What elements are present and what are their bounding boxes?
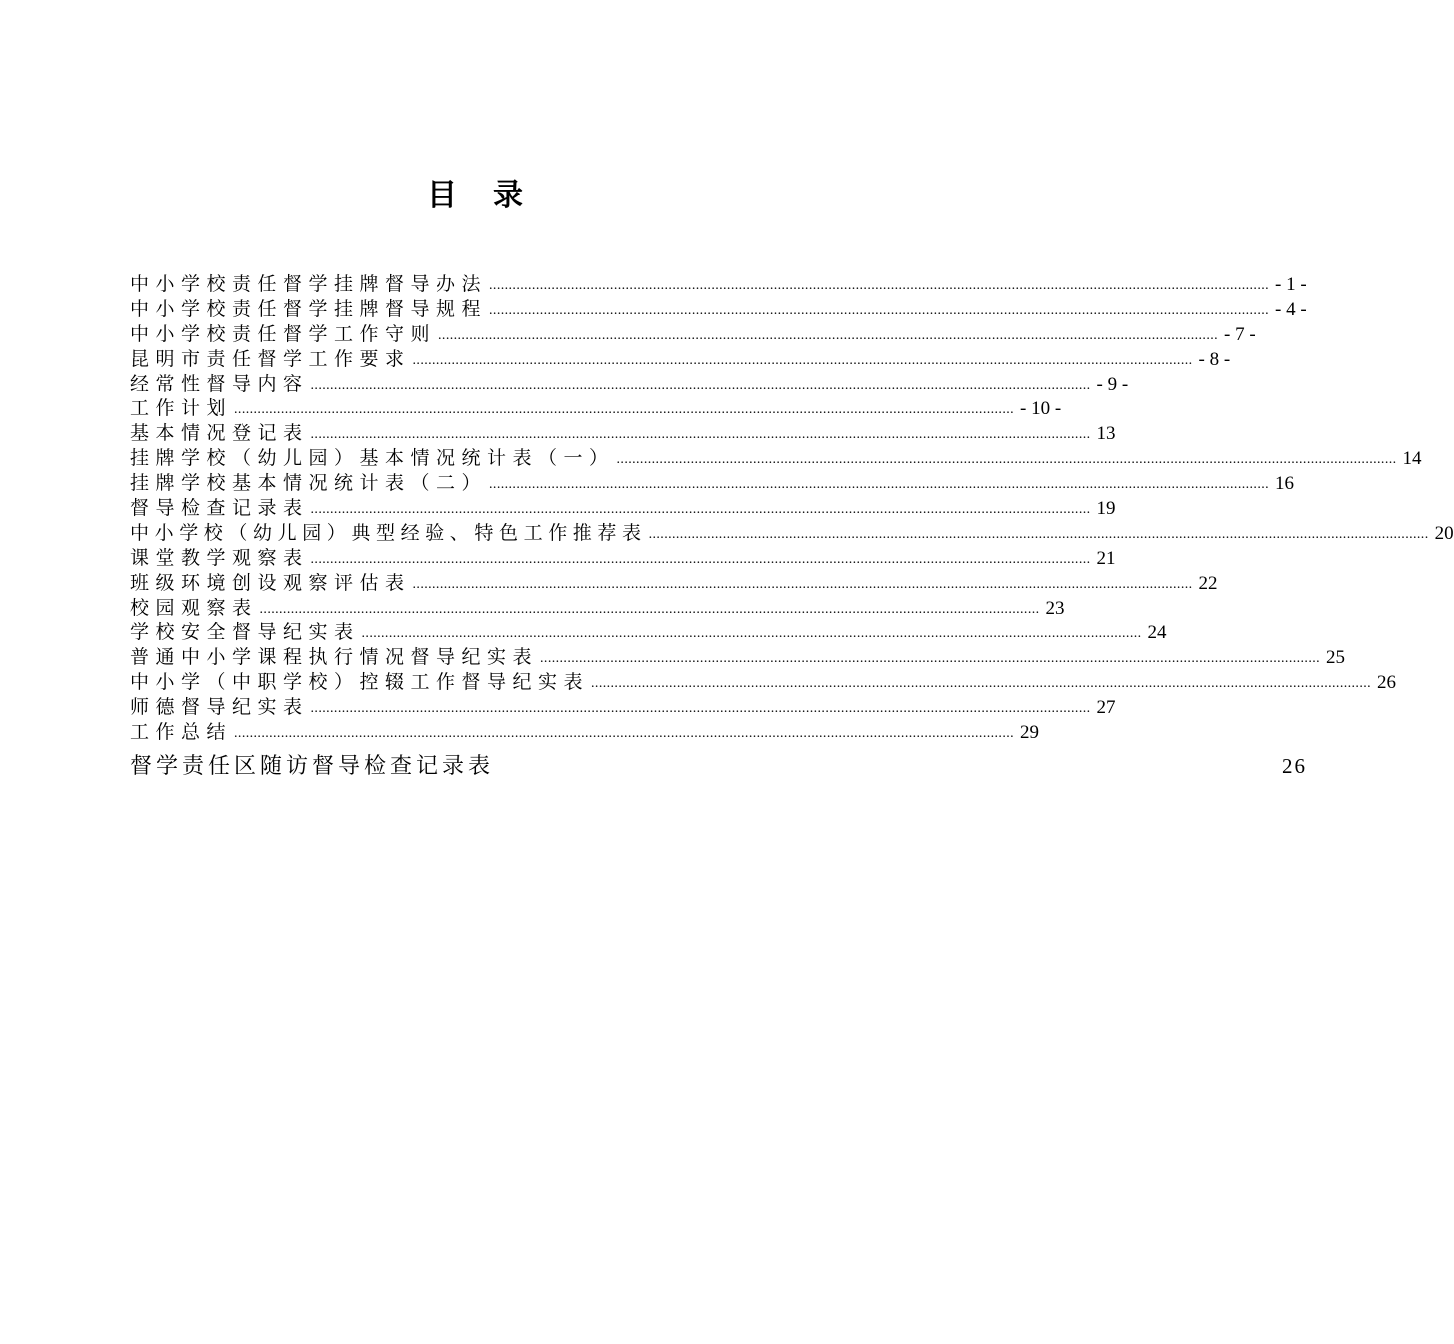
- toc-entry-page: 27: [1096, 697, 1116, 719]
- toc-entry-title: 挂牌学校（幼儿园）基本情况统计表（一）: [130, 447, 615, 470]
- toc-leader: ........................................................................................................................................................................................................: [489, 477, 1270, 493]
- toc-leader: ........................................................................................................................................................................................................: [616, 452, 1397, 468]
- toc-entry[interactable]: [130, 421, 1116, 446]
- toc-entry-title: 经常性督导内容: [130, 372, 309, 395]
- toc-entry[interactable]: [130, 571, 1218, 596]
- toc-entry[interactable]: [130, 546, 1116, 571]
- toc-entry[interactable]: [130, 496, 1116, 521]
- toc-entry-title: 中小学校（幼儿园）典型经验、特色工作推荐表: [130, 521, 647, 544]
- toc-leader: ........................................................................................................................................................................................................: [259, 601, 1040, 617]
- toc-entry-title: 督导检查记录表: [130, 497, 309, 520]
- page-title: 目录: [427, 178, 559, 213]
- toc-entry-title: 中小学校责任督学挂牌督导规程: [130, 297, 488, 320]
- toc-leader: ........................................................................................................................................................................................................: [310, 377, 1091, 393]
- toc-entry-page: - 9 -: [1096, 373, 1129, 395]
- toc-entry-page: 29: [1020, 722, 1040, 744]
- toc-entry-title: 挂牌学校基本情况统计表（二）: [130, 472, 488, 495]
- toc-entry[interactable]: [130, 471, 1295, 496]
- toc-entry-title: 工作计划: [130, 397, 233, 420]
- toc-entry[interactable]: [130, 272, 1307, 297]
- toc-leader: ........................................................................................................................................................................................................: [310, 427, 1091, 443]
- toc-entry[interactable]: [130, 645, 1346, 670]
- toc-entry-title: 课堂教学观察表: [130, 546, 309, 569]
- toc-leader: ........................................................................................................................................................................................................: [489, 302, 1270, 318]
- toc-entry[interactable]: [130, 297, 1307, 322]
- toc-entry[interactable]: [130, 396, 1062, 421]
- toc-entry-page: 16: [1275, 473, 1295, 495]
- toc-entry[interactable]: [130, 596, 1065, 621]
- toc-leader: ........................................................................................................................................................................................................: [310, 701, 1091, 717]
- toc-entry-title: 学校安全督导纪实表: [130, 621, 360, 644]
- table-of-contents: [130, 272, 1454, 781]
- toc-entry-title: 中小学校责任督学工作守则: [130, 322, 437, 345]
- toc-leader: ........................................................................................................................................................................................................: [234, 402, 1015, 418]
- toc-entry[interactable]: [130, 446, 1422, 471]
- toc-leader: ........................................................................................................................................................................................................: [648, 526, 1429, 542]
- toc-entry-title: 督学责任区随访督导检查记录表: [130, 753, 495, 779]
- toc-leader: ........................................................................................................................................................................................................: [591, 676, 1372, 692]
- toc-entry[interactable]: [130, 620, 1167, 645]
- toc-entry[interactable]: [130, 372, 1129, 397]
- toc-entry-page: 26: [1282, 753, 1308, 778]
- toc-leader: ........................................................................................................................................................................................................: [310, 551, 1091, 567]
- toc-leader: ........................................................................................................................................................................................................: [412, 352, 1193, 368]
- toc-entry-page: - 1 -: [1275, 274, 1307, 295]
- toc-entry[interactable]: [130, 751, 1308, 781]
- toc-entry-page: - 7 -: [1224, 323, 1256, 345]
- toc-entry[interactable]: [130, 695, 1116, 720]
- toc-leader: ........................................................................................................................................................................................................: [234, 726, 1015, 742]
- toc-entry-title: 中小学（中职学校）控辍工作督导纪实表: [130, 671, 590, 694]
- toc-entry-page: 24: [1147, 622, 1167, 644]
- toc-entry-page: 13: [1096, 423, 1116, 445]
- toc-leader: ........................................................................................................................................................................................................: [540, 651, 1321, 667]
- toc-entry-page: 21: [1096, 547, 1116, 569]
- toc-entry-page: 26: [1377, 672, 1397, 694]
- toc-entry[interactable]: [130, 347, 1231, 372]
- toc-leader: ........................................................................................................................................................................................................: [361, 626, 1142, 642]
- toc-entry-title: 工作总结: [130, 721, 233, 744]
- toc-entry-page: 20: [1434, 522, 1454, 544]
- toc-leader: ........................................................................................................................................................................................................: [489, 278, 1270, 293]
- toc-leader: ........................................................................................................................................................................................................: [438, 327, 1219, 343]
- toc-entry-page: 19: [1096, 498, 1116, 520]
- toc-entry-page: - 4 -: [1275, 298, 1307, 320]
- toc-leader: ........................................................................................................................................................................................................: [412, 576, 1193, 592]
- toc-entry-page: - 8 -: [1198, 348, 1231, 370]
- toc-entry-title: 普通中小学课程执行情况督导纪实表: [130, 646, 539, 669]
- toc-entry[interactable]: [130, 521, 1454, 546]
- toc-entry-title: 班级环境创设观察评估表: [130, 571, 411, 594]
- toc-entry[interactable]: [130, 670, 1397, 695]
- toc-entry-title: 中小学校责任督学挂牌督导办法: [130, 273, 488, 295]
- toc-entry-page: 23: [1045, 597, 1065, 619]
- toc-entry-page: 25: [1326, 647, 1346, 669]
- toc-entry-page: - 10 -: [1020, 398, 1062, 420]
- toc-entry-title: 校园观察表: [130, 596, 258, 619]
- toc-entry-page: 22: [1198, 572, 1218, 594]
- toc-entry[interactable]: [130, 720, 1040, 745]
- toc-entry[interactable]: [130, 322, 1256, 347]
- toc-entry-title: 师德督导纪实表: [130, 696, 309, 719]
- toc-leader: ........................................................................................................................................................................................................: [310, 502, 1091, 518]
- toc-entry-title: 基本情况登记表: [130, 422, 309, 445]
- toc-entry-title: 昆明市责任督学工作要求: [130, 347, 411, 370]
- toc-entry-page: 14: [1402, 448, 1422, 470]
